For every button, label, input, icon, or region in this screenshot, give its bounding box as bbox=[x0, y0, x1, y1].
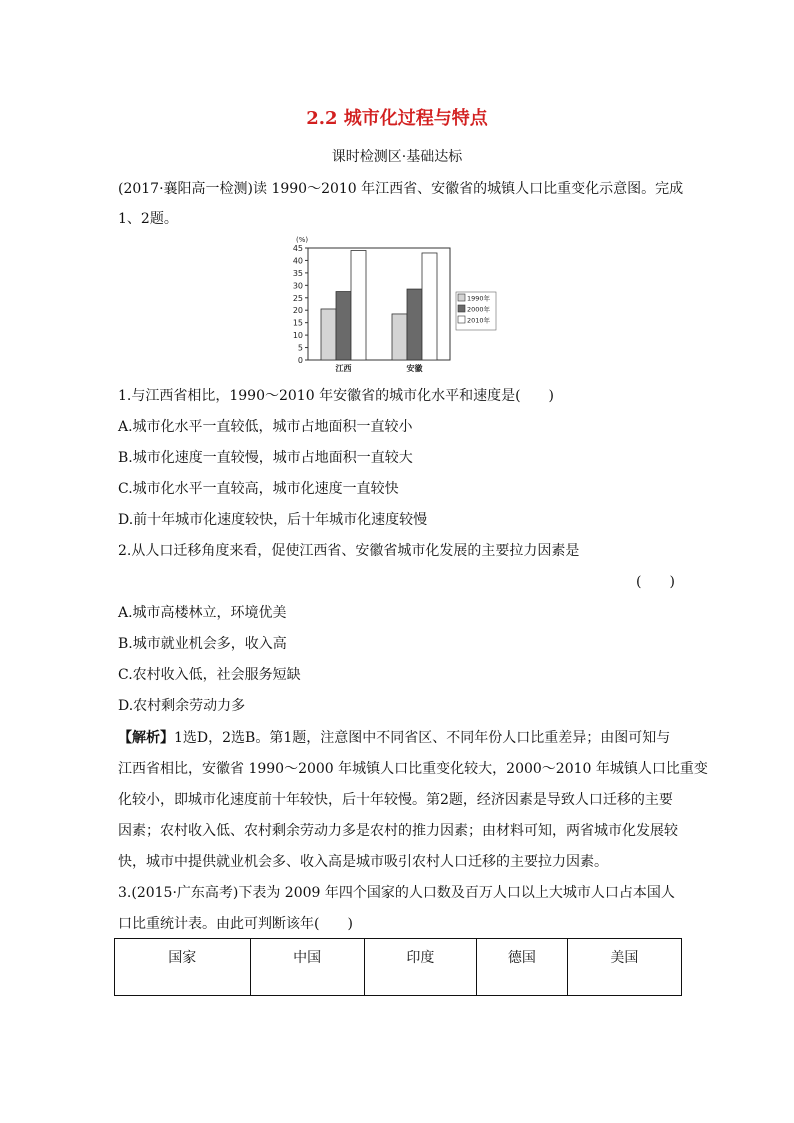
y-tick-label: 15 bbox=[292, 318, 303, 328]
legend-swatch bbox=[458, 294, 465, 301]
question-3-line-1: 3.(2015·广东高考)下表为 2009 年四个国家的人口数及百万人口以上大城市人口占本国人 bbox=[118, 885, 675, 901]
bar bbox=[422, 253, 437, 360]
urbanization-bar-chart bbox=[268, 232, 508, 377]
analysis-line-3: 化较小，即城市化速度前十年较快，后十年较慢。第2题，经济因素是导致人口迁移的主要 bbox=[118, 792, 673, 808]
legend-label: 1990年 bbox=[467, 294, 491, 303]
table-header-cell: 美国 bbox=[567, 939, 681, 996]
y-tick-label: 35 bbox=[292, 268, 303, 278]
y-tick-label: 0 bbox=[297, 356, 303, 365]
table-header-cell: 国家 bbox=[115, 939, 251, 996]
y-tick-label: 20 bbox=[292, 306, 303, 316]
bar bbox=[407, 289, 422, 360]
analysis-line-2: 江西省相比，安徽省 1990～2000 年城镇人口比重变化较大，2000～2010 年城镇人口比重变 bbox=[118, 761, 708, 777]
analysis-line-1 bbox=[118, 727, 670, 747]
table-header-cell: 中国 bbox=[250, 939, 364, 996]
intro-line-1: (2017·襄阳高一检测)读 1990～2010 年江西省、安徽省的城镇人口比重变化示意图。完成 bbox=[118, 181, 684, 197]
x-category-label: 江西 bbox=[335, 364, 352, 373]
question-1-option-b: B.城市化速度一直较慢，城市占地面积一直较大 bbox=[118, 450, 413, 466]
question-1-option-d: D.前十年城市化速度较快，后十年城市化速度较慢 bbox=[118, 512, 428, 528]
y-tick-label: 30 bbox=[292, 281, 303, 291]
country-population-table bbox=[114, 938, 682, 996]
table-header-row bbox=[115, 939, 682, 996]
bar bbox=[392, 314, 407, 360]
bar bbox=[351, 250, 366, 360]
y-axis-unit: (%) bbox=[296, 236, 309, 244]
table-header-cell: 印度 bbox=[364, 939, 476, 996]
question-2-answer-bracket: ( ) bbox=[636, 574, 675, 590]
analysis-text: 1选D，2选B。第1题，注意图中不同省区、不同年份人口比重差异；由图可知与 bbox=[174, 730, 671, 746]
analysis-label: 【解析】 bbox=[118, 730, 174, 746]
question-2-stem: 2.从人口迁移角度来看，促使江西省、安徽省城市化发展的主要拉力因素是 bbox=[118, 543, 580, 559]
question-2-option-c: C.农村收入低，社会服务短缺 bbox=[118, 667, 301, 683]
analysis-line-5: 快，城市中提供就业机会多、收入高是城市吸引农村人口迁移的主要拉力因素。 bbox=[118, 854, 608, 870]
legend-label: 2000年 bbox=[467, 305, 491, 314]
legend-label: 2010年 bbox=[467, 316, 491, 325]
intro-line-2: 1、2题。 bbox=[118, 211, 178, 227]
table-header-cell: 德国 bbox=[476, 939, 567, 996]
legend-swatch bbox=[458, 305, 465, 312]
section-subtitle: 课时检测区·基础达标 bbox=[331, 149, 463, 165]
analysis-line-4: 因素；农村收入低、农村剩余劳动力多是农村的推力因素；由材料可知，两省城市化发展较 bbox=[118, 823, 678, 839]
bar bbox=[336, 292, 351, 360]
bar bbox=[321, 309, 336, 360]
y-tick-label: 25 bbox=[292, 293, 303, 303]
y-tick-label: 45 bbox=[292, 244, 303, 253]
y-tick-label: 40 bbox=[292, 256, 303, 266]
y-tick-label: 10 bbox=[292, 331, 303, 341]
y-tick-label: 5 bbox=[297, 343, 303, 353]
page-title: 2.2 城市化过程与特点 bbox=[306, 108, 488, 129]
question-3-line-2: 口比重统计表。由此可判断该年( ) bbox=[118, 916, 353, 932]
x-category-label: 安徽 bbox=[406, 364, 423, 373]
question-1-option-a: A.城市化水平一直较低，城市占地面积一直较小 bbox=[118, 419, 413, 435]
question-1-stem: 1.与江西省相比，1990～2010 年安徽省的城市化水平和速度是( ) bbox=[118, 388, 554, 404]
question-2-option-d: D.农村剩余劳动力多 bbox=[118, 698, 246, 714]
question-1-option-c: C.城市化水平一直较高，城市化速度一直较快 bbox=[118, 481, 399, 497]
legend-swatch bbox=[458, 316, 465, 323]
question-2-option-b: B.城市就业机会多，收入高 bbox=[118, 636, 287, 652]
question-2-option-a: A.城市高楼林立，环境优美 bbox=[118, 605, 287, 621]
